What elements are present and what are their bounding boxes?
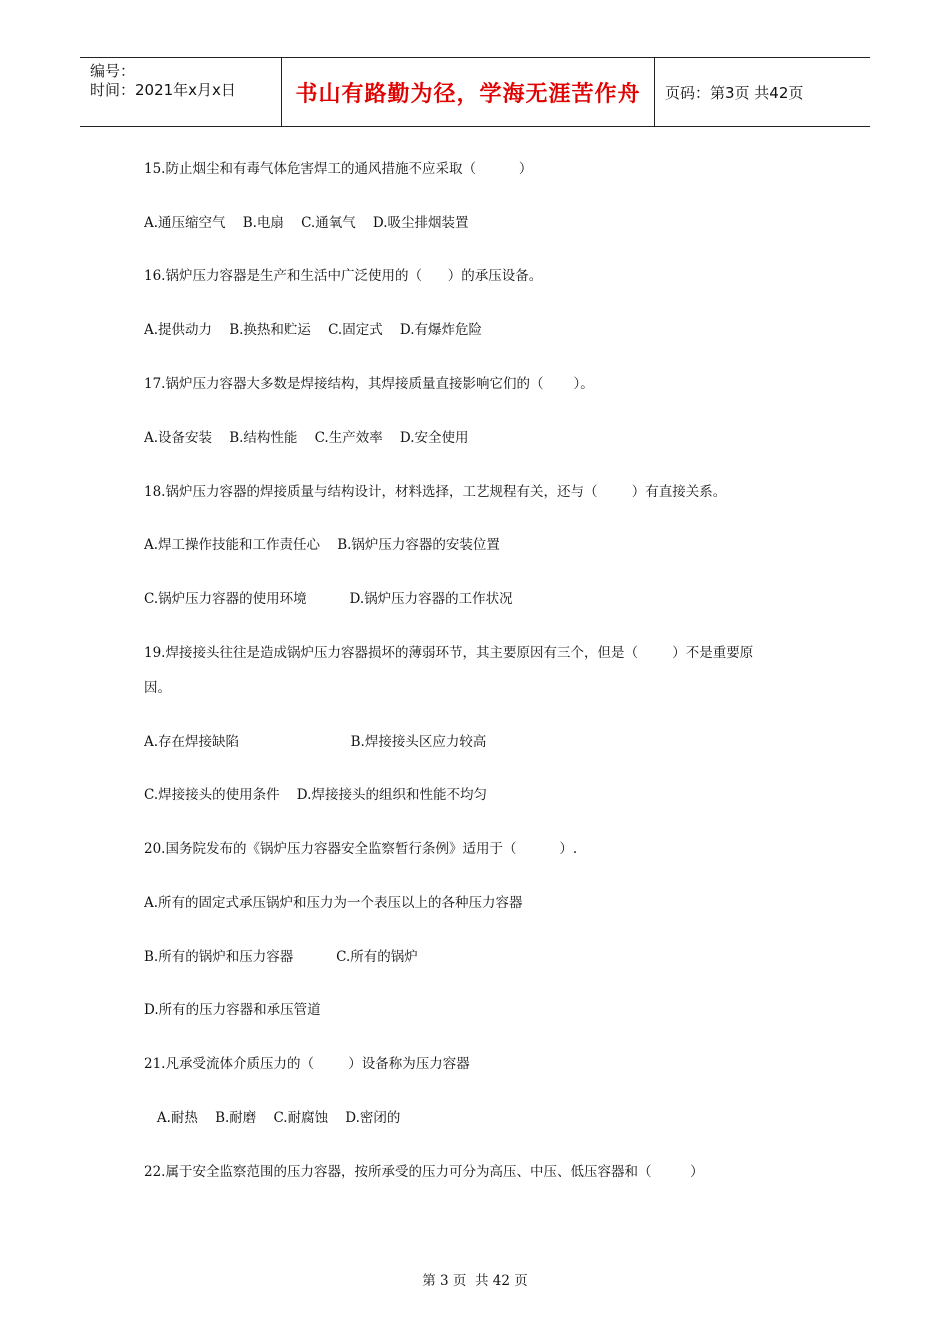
question-text: 21.凡承受流体介质压力的（ ）设备称为压力容器 <box>144 1056 470 1072</box>
header-page-cell <box>655 58 870 126</box>
options-text: A.耐热 B.耐磨 C.耐腐蚀 D.密闭的 <box>144 1110 401 1126</box>
options-text: A.提供动力 B.换热和贮运 C.固定式 D.有爆炸危险 <box>144 322 483 338</box>
question-text: 19.焊接接头往往是造成锅炉压力容器损坏的薄弱环节，其主要原因有三个，但是（ ）不是重要原 <box>144 645 754 661</box>
options-text: A.设备安装 B.结构性能 C.生产效率 D.安全使用 <box>144 430 469 446</box>
question-text: 17.锅炉压力容器大多数是焊接结构，其焊接质量直接影响它们的（ ）。 <box>144 376 594 392</box>
document-number-label: 编号： <box>90 62 136 80</box>
question-text: 15.防止烟尘和有毒气体危害焊工的通风措施不应采取（ ） <box>144 161 533 177</box>
header-meta <box>80 58 281 126</box>
options-text: B.所有的锅炉和压力容器 C.所有的锅炉 <box>144 949 418 965</box>
options-text: A.存在焊接缺陷 B.焊接接头区应力较高 <box>144 734 487 750</box>
question-text: 20.国务院发布的《锅炉压力容器安全监察暂行条例》适用于（ ）. <box>144 841 578 857</box>
question-text: 因。 <box>144 680 171 696</box>
options-text: A.所有的固定式承压锅炉和压力为一个表压以上的各种压力容器 <box>144 895 523 911</box>
motto: 书山有路勤为径，学海无涯苦作舟 <box>295 81 641 107</box>
page-header <box>80 57 870 127</box>
header-motto-cell <box>281 58 655 126</box>
question-text: 16.锅炉压力容器是生产和生活中广泛使用的（ ）的承压设备。 <box>144 268 543 284</box>
page-info: 页码：第3页 共42页 <box>665 83 804 102</box>
question-text: 18.锅炉压力容器的焊接质量与结构设计，材料选择，工艺规程有关，还与（ ）有直接关系。 <box>144 484 727 500</box>
question-text: 22.属于安全监察范围的压力容器，按所承受的压力可分为高压、中压、低压容器和（ ） <box>144 1164 704 1180</box>
options-text: C.锅炉压力容器的使用环境 D.锅炉压力容器的工作状况 <box>144 591 513 607</box>
options-text: A.焊工操作技能和工作责任心 B.锅炉压力容器的安装位置 <box>144 537 500 553</box>
document-date: 时间：2021年x月x日 <box>90 81 236 99</box>
page-footer: 第 3 页 共 42 页 <box>422 1273 528 1289</box>
options-text: C.焊接接头的使用条件 D.焊接接头的组织和性能不均匀 <box>144 787 487 803</box>
options-text: D.所有的压力容器和承压管道 <box>144 1002 321 1018</box>
options-text: A.通压缩空气 B.电扇 C.通氧气 D.吸尘排烟装置 <box>144 215 469 231</box>
